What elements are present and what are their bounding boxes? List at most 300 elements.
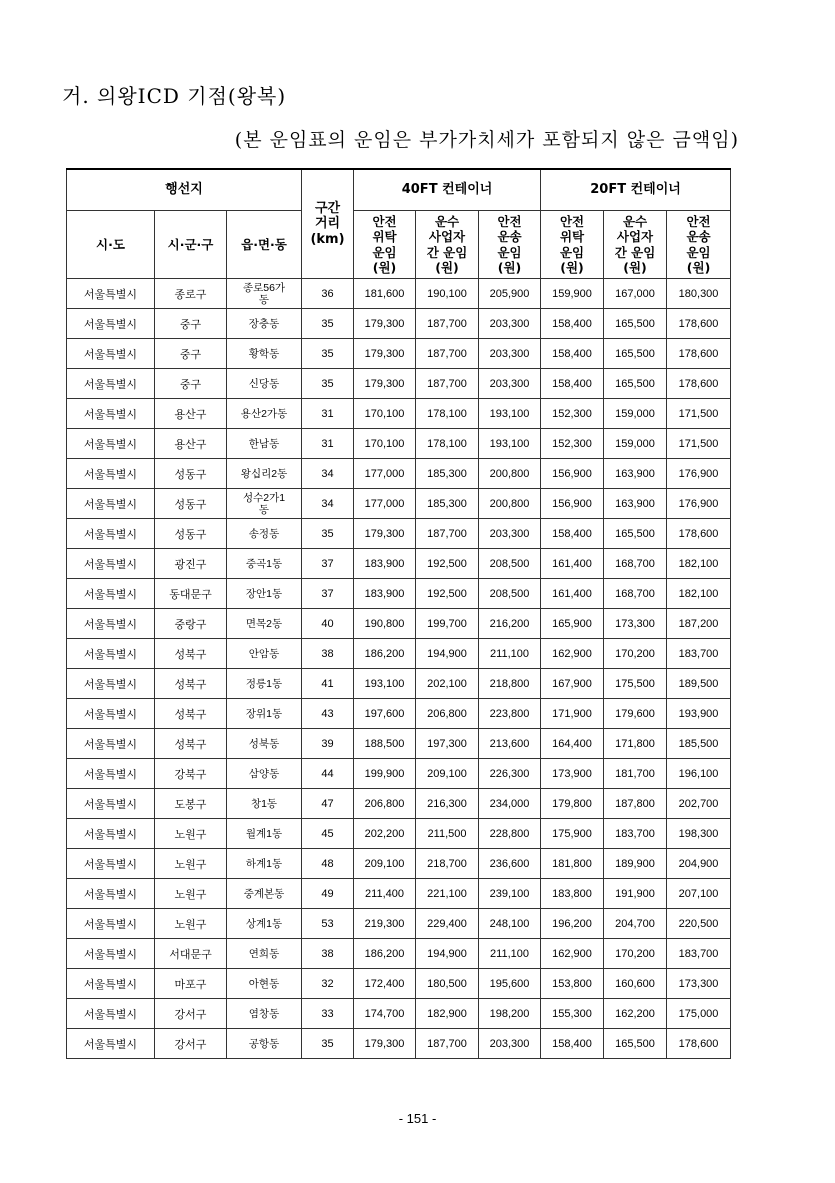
sigungu-cell: 용산구 — [155, 399, 227, 429]
table-row — [67, 609, 731, 639]
ft40-safe-transport-cell: 205,900 — [479, 279, 541, 309]
ft40-safe-consign-cell: 181,600 — [354, 279, 416, 309]
ft20-safe-transport-cell: 178,600 — [667, 369, 731, 399]
ft40-safe-transport-cell: 203,300 — [479, 309, 541, 339]
rate-rows — [67, 279, 731, 1059]
eupmyeondong-cell: 장충동 — [227, 309, 302, 339]
ft40-safe-consign-cell: 186,200 — [354, 639, 416, 669]
sigungu-cell: 강서구 — [155, 999, 227, 1029]
ft20-safe-consign-cell: 181,800 — [541, 849, 604, 879]
ft20-safe-consign-cell: 153,800 — [541, 969, 604, 999]
sigungu-cell: 노원구 — [155, 909, 227, 939]
ft20-between-carriers-cell: 170,200 — [604, 639, 667, 669]
distance-cell: 37 — [302, 549, 354, 579]
ft40-safe-consign-cell: 170,100 — [354, 429, 416, 459]
ft20-safe-transport-cell: 182,100 — [667, 579, 731, 609]
eupmyeondong-cell: 월계1동 — [227, 819, 302, 849]
distance-cell: 48 — [302, 849, 354, 879]
sido-cell: 서울특별시 — [67, 759, 155, 789]
distance-header: 구간 거리 (km) — [302, 169, 354, 279]
ft40-safe-transport-cell: 226,300 — [479, 759, 541, 789]
distance-cell: 33 — [302, 999, 354, 1029]
ft40-safe-transport-cell: 213,600 — [479, 729, 541, 759]
eupmyeondong-cell: 연희동 — [227, 939, 302, 969]
table-row — [67, 849, 731, 879]
ft20-safe-consign-cell: 173,900 — [541, 759, 604, 789]
ft20-between-carriers-cell: 165,500 — [604, 309, 667, 339]
ft40-between-carriers-cell: 197,300 — [416, 729, 479, 759]
ft40-safe-transport-cell: 236,600 — [479, 849, 541, 879]
ft40-safe-transport-cell: 208,500 — [479, 579, 541, 609]
sigungu-cell: 중구 — [155, 339, 227, 369]
ft20-safe-consign-cell: 152,300 — [541, 429, 604, 459]
table-row — [67, 639, 731, 669]
ft20-safe-consign-cell: 156,900 — [541, 489, 604, 519]
sigungu-cell: 강서구 — [155, 1029, 227, 1059]
sigungu-cell: 노원구 — [155, 849, 227, 879]
distance-cell: 32 — [302, 969, 354, 999]
ft40-between-carriers-cell: 178,100 — [416, 429, 479, 459]
ft40-safe-transport-cell: 198,200 — [479, 999, 541, 1029]
distance-cell: 34 — [302, 459, 354, 489]
ft20-safe-consign-cell: 158,400 — [541, 519, 604, 549]
sido-cell: 서울특별시 — [67, 669, 155, 699]
ft40-between-carriers-cell: 187,700 — [416, 519, 479, 549]
ft20-safe-consign-cell: 196,200 — [541, 909, 604, 939]
page-number: - 151 - — [398, 1111, 437, 1126]
distance-cell: 35 — [302, 339, 354, 369]
ft40-header: 40FT 컨테이너 — [354, 169, 541, 211]
ft20-safe-transport-cell: 196,100 — [667, 759, 731, 789]
ft40-between-carriers-cell: 187,700 — [416, 309, 479, 339]
ft40-between-carriers-cell: 206,800 — [416, 699, 479, 729]
ft40-safe-consign-cell: 199,900 — [354, 759, 416, 789]
sido-cell: 서울특별시 — [67, 549, 155, 579]
ft20-between-carriers-cell: 168,700 — [604, 549, 667, 579]
ft40-safe-consign-cell: 179,300 — [354, 339, 416, 369]
ft20-safe-transport-cell: 178,600 — [667, 1029, 731, 1059]
eupmyeondong-cell: 중계본동 — [227, 879, 302, 909]
ft20-between-carriers-cell: 189,900 — [604, 849, 667, 879]
sigungu-cell: 광진구 — [155, 549, 227, 579]
sigungu-cell: 서대문구 — [155, 939, 227, 969]
table-row — [67, 549, 731, 579]
ft20-between-carriers-cell: 159,000 — [604, 429, 667, 459]
ft40-safe-transport-cell: 211,100 — [479, 639, 541, 669]
eupmyeondong-cell: 한남동 — [227, 429, 302, 459]
ft40-safe-consign-cell: 188,500 — [354, 729, 416, 759]
vat-note: (본 운임표의 운임은 부가가치세가 포함되지 않은 금액임) — [234, 129, 739, 151]
ft40-safe-transport-cell: 216,200 — [479, 609, 541, 639]
ft20-safe-transport-cell: 189,500 — [667, 669, 731, 699]
sigungu-cell: 성북구 — [155, 699, 227, 729]
ft20-safe-transport-cell: 204,900 — [667, 849, 731, 879]
distance-cell: 35 — [302, 1029, 354, 1059]
sigungu-header: 시·군·구 — [155, 211, 227, 279]
ft20-safe-transport-cell: 171,500 — [667, 429, 731, 459]
eupmyeondong-cell: 성수2가1 동 — [227, 489, 302, 519]
ft20-safe-consign-cell: 183,800 — [541, 879, 604, 909]
ft40-safe-consign-cell: 186,200 — [354, 939, 416, 969]
eupmyeondong-cell: 왕십리2동 — [227, 459, 302, 489]
eupmyeondong-cell: 황학동 — [227, 339, 302, 369]
sigungu-cell: 성동구 — [155, 459, 227, 489]
ft20-between-carriers-cell: 181,700 — [604, 759, 667, 789]
ft40-safe-transport-header: 안전 운송 운임 (원) — [479, 211, 541, 279]
ft40-between-carriers-cell: 216,300 — [416, 789, 479, 819]
sido-cell: 서울특별시 — [67, 369, 155, 399]
sido-cell: 서울특별시 — [67, 609, 155, 639]
ft40-safe-transport-cell: 239,100 — [479, 879, 541, 909]
ft40-safe-consign-cell: 197,600 — [354, 699, 416, 729]
ft20-between-carriers-cell: 165,500 — [604, 519, 667, 549]
sigungu-cell: 중구 — [155, 369, 227, 399]
ft20-safe-transport-cell: 193,900 — [667, 699, 731, 729]
ft20-safe-consign-cell: 161,400 — [541, 579, 604, 609]
ft20-safe-transport-cell: 207,100 — [667, 879, 731, 909]
eupmyeondong-cell: 창1동 — [227, 789, 302, 819]
table-row — [67, 759, 731, 789]
ft40-between-carriers-cell: 209,100 — [416, 759, 479, 789]
ft20-safe-transport-cell: 178,600 — [667, 339, 731, 369]
table-row — [67, 789, 731, 819]
ft40-between-carriers-cell: 199,700 — [416, 609, 479, 639]
table-row — [67, 1029, 731, 1059]
table-row — [67, 999, 731, 1029]
sigungu-cell: 중구 — [155, 309, 227, 339]
ft40-safe-consign-cell: 209,100 — [354, 849, 416, 879]
ft20-safe-transport-cell: 220,500 — [667, 909, 731, 939]
sido-cell: 서울특별시 — [67, 699, 155, 729]
ft40-safe-consign-cell: 179,300 — [354, 1029, 416, 1059]
ft40-between-carriers-cell: 187,700 — [416, 1029, 479, 1059]
sigungu-cell: 성북구 — [155, 639, 227, 669]
ft40-between-carriers-cell: 194,900 — [416, 639, 479, 669]
ft20-between-carriers-cell: 179,600 — [604, 699, 667, 729]
ft20-safe-transport-cell: 198,300 — [667, 819, 731, 849]
eupmyeondong-cell: 용산2가동 — [227, 399, 302, 429]
ft20-safe-consign-cell: 155,300 — [541, 999, 604, 1029]
distance-cell: 34 — [302, 489, 354, 519]
ft40-between-carriers-cell: 178,100 — [416, 399, 479, 429]
eupmyeondong-cell: 삼양동 — [227, 759, 302, 789]
sido-cell: 서울특별시 — [67, 789, 155, 819]
table-row — [67, 819, 731, 849]
ft20-safe-consign-cell: 161,400 — [541, 549, 604, 579]
ft20-safe-transport-cell: 171,500 — [667, 399, 731, 429]
sigungu-cell: 강북구 — [155, 759, 227, 789]
eupmyeondong-cell: 하계1동 — [227, 849, 302, 879]
sigungu-cell: 노원구 — [155, 819, 227, 849]
distance-cell: 35 — [302, 309, 354, 339]
eupmyeondong-cell: 면목2동 — [227, 609, 302, 639]
ft20-safe-consign-cell: 158,400 — [541, 309, 604, 339]
sigungu-cell: 성동구 — [155, 519, 227, 549]
sigungu-cell: 종로구 — [155, 279, 227, 309]
ft40-safe-transport-cell: 203,300 — [479, 519, 541, 549]
ft20-between-carriers-header: 운수 사업자 간 운임 (원) — [604, 211, 667, 279]
ft20-between-carriers-cell: 171,800 — [604, 729, 667, 759]
ft20-between-carriers-cell: 191,900 — [604, 879, 667, 909]
destination-header: 행선지 — [67, 169, 302, 211]
ft20-safe-transport-cell: 178,600 — [667, 519, 731, 549]
ft40-safe-consign-cell: 183,900 — [354, 549, 416, 579]
ft40-between-carriers-cell: 229,400 — [416, 909, 479, 939]
ft20-safe-transport-cell: 185,500 — [667, 729, 731, 759]
sido-cell: 서울특별시 — [67, 579, 155, 609]
sigungu-cell: 동대문구 — [155, 579, 227, 609]
eupmyeondong-cell: 종로56가 동 — [227, 279, 302, 309]
ft20-safe-consign-cell: 162,900 — [541, 939, 604, 969]
ft40-safe-consign-cell: 177,000 — [354, 459, 416, 489]
ft20-safe-consign-cell: 164,400 — [541, 729, 604, 759]
ft20-safe-transport-cell: 183,700 — [667, 939, 731, 969]
table-row — [67, 669, 731, 699]
sido-cell: 서울특별시 — [67, 969, 155, 999]
section-title: 거. 의왕ICD 기점(왕복) — [62, 84, 287, 108]
ft40-safe-transport-cell: 193,100 — [479, 429, 541, 459]
ft40-between-carriers-cell: 187,700 — [416, 339, 479, 369]
table-row — [67, 369, 731, 399]
ft40-between-carriers-cell: 182,900 — [416, 999, 479, 1029]
ft40-safe-transport-cell: 193,100 — [479, 399, 541, 429]
ft40-safe-transport-cell: 203,300 — [479, 1029, 541, 1059]
sido-cell: 서울특별시 — [67, 489, 155, 519]
freight-rate-table — [66, 168, 731, 1059]
ft40-safe-transport-cell: 200,800 — [479, 489, 541, 519]
table-row — [67, 579, 731, 609]
table-row — [67, 939, 731, 969]
ft40-between-carriers-cell: 192,500 — [416, 549, 479, 579]
distance-cell: 41 — [302, 669, 354, 699]
distance-cell: 44 — [302, 759, 354, 789]
ft40-between-carriers-cell: 192,500 — [416, 579, 479, 609]
sigungu-cell: 노원구 — [155, 879, 227, 909]
ft40-between-carriers-cell: 218,700 — [416, 849, 479, 879]
ft20-safe-consign-cell: 152,300 — [541, 399, 604, 429]
ft40-safe-transport-cell: 248,100 — [479, 909, 541, 939]
ft40-safe-consign-header: 안전 위탁 운임 (원) — [354, 211, 416, 279]
ft20-safe-transport-cell: 187,200 — [667, 609, 731, 639]
ft20-safe-transport-cell: 183,700 — [667, 639, 731, 669]
sigungu-cell: 도봉구 — [155, 789, 227, 819]
ft20-safe-transport-cell: 176,900 — [667, 489, 731, 519]
distance-cell: 37 — [302, 579, 354, 609]
ft20-between-carriers-cell: 163,900 — [604, 459, 667, 489]
sido-cell: 서울특별시 — [67, 459, 155, 489]
ft20-between-carriers-cell: 173,300 — [604, 609, 667, 639]
ft40-safe-consign-cell: 202,200 — [354, 819, 416, 849]
ft20-safe-transport-cell: 175,000 — [667, 999, 731, 1029]
ft20-safe-consign-cell: 175,900 — [541, 819, 604, 849]
ft20-between-carriers-cell: 183,700 — [604, 819, 667, 849]
sido-cell: 서울특별시 — [67, 279, 155, 309]
ft40-between-carriers-cell: 221,100 — [416, 879, 479, 909]
distance-cell: 40 — [302, 609, 354, 639]
ft40-safe-consign-cell: 206,800 — [354, 789, 416, 819]
ft40-safe-consign-cell: 177,000 — [354, 489, 416, 519]
ft40-safe-consign-cell: 174,700 — [354, 999, 416, 1029]
eupmyeondong-cell: 성북동 — [227, 729, 302, 759]
sigungu-cell: 성동구 — [155, 489, 227, 519]
ft20-safe-transport-cell: 176,900 — [667, 459, 731, 489]
eupmyeondong-cell: 아현동 — [227, 969, 302, 999]
distance-cell: 31 — [302, 399, 354, 429]
ft40-safe-transport-cell: 211,100 — [479, 939, 541, 969]
ft40-between-carriers-cell: 185,300 — [416, 459, 479, 489]
distance-cell: 53 — [302, 909, 354, 939]
sigungu-cell: 성북구 — [155, 729, 227, 759]
table-row — [67, 339, 731, 369]
sido-cell: 서울특별시 — [67, 339, 155, 369]
ft40-safe-transport-cell: 228,800 — [479, 819, 541, 849]
ft40-safe-consign-cell: 193,100 — [354, 669, 416, 699]
sido-cell: 서울특별시 — [67, 729, 155, 759]
table-row — [67, 969, 731, 999]
ft20-safe-consign-cell: 171,900 — [541, 699, 604, 729]
table-row — [67, 729, 731, 759]
eupmyeondong-cell: 상계1동 — [227, 909, 302, 939]
ft20-between-carriers-cell: 165,500 — [604, 1029, 667, 1059]
ft40-safe-consign-cell: 190,800 — [354, 609, 416, 639]
eupmyeondong-cell: 안암동 — [227, 639, 302, 669]
ft40-between-carriers-cell: 211,500 — [416, 819, 479, 849]
table-row — [67, 399, 731, 429]
table-row — [67, 309, 731, 339]
ft20-between-carriers-cell: 167,000 — [604, 279, 667, 309]
sido-cell: 서울특별시 — [67, 879, 155, 909]
ft40-between-carriers-cell: 190,100 — [416, 279, 479, 309]
distance-cell: 35 — [302, 519, 354, 549]
sido-cell: 서울특별시 — [67, 519, 155, 549]
eupmyeondong-cell: 중곡1동 — [227, 549, 302, 579]
ft40-between-carriers-cell: 180,500 — [416, 969, 479, 999]
distance-cell: 35 — [302, 369, 354, 399]
table-row — [67, 519, 731, 549]
ft40-safe-transport-cell: 200,800 — [479, 459, 541, 489]
ft20-between-carriers-cell: 175,500 — [604, 669, 667, 699]
ft20-between-carriers-cell: 165,500 — [604, 339, 667, 369]
ft40-between-carriers-cell: 194,900 — [416, 939, 479, 969]
ft20-between-carriers-cell: 163,900 — [604, 489, 667, 519]
ft20-safe-consign-cell: 158,400 — [541, 369, 604, 399]
ft40-safe-consign-cell: 172,400 — [354, 969, 416, 999]
eupmyeondong-cell: 공항동 — [227, 1029, 302, 1059]
table-row — [67, 429, 731, 459]
sido-header: 시·도 — [67, 211, 155, 279]
ft20-safe-consign-cell: 156,900 — [541, 459, 604, 489]
table-row — [67, 699, 731, 729]
sigungu-cell: 중랑구 — [155, 609, 227, 639]
eupmyeondong-cell: 송정동 — [227, 519, 302, 549]
table-row — [67, 879, 731, 909]
distance-cell: 45 — [302, 819, 354, 849]
sido-cell: 서울특별시 — [67, 309, 155, 339]
ft40-safe-transport-cell: 203,300 — [479, 339, 541, 369]
sido-cell: 서울특별시 — [67, 819, 155, 849]
eupmyeondong-cell: 장안1동 — [227, 579, 302, 609]
sido-cell: 서울특별시 — [67, 429, 155, 459]
sido-cell: 서울특별시 — [67, 849, 155, 879]
ft40-safe-consign-cell: 211,400 — [354, 879, 416, 909]
sigungu-cell: 마포구 — [155, 969, 227, 999]
table-row — [67, 909, 731, 939]
ft40-safe-consign-cell: 170,100 — [354, 399, 416, 429]
distance-cell: 31 — [302, 429, 354, 459]
ft20-safe-transport-cell: 202,700 — [667, 789, 731, 819]
ft40-safe-consign-cell: 179,300 — [354, 519, 416, 549]
ft20-safe-consign-cell: 167,900 — [541, 669, 604, 699]
ft40-safe-transport-cell: 223,800 — [479, 699, 541, 729]
ft20-safe-transport-header: 안전 운송 운임 (원) — [667, 211, 731, 279]
sido-cell: 서울특별시 — [67, 999, 155, 1029]
ft40-safe-transport-cell: 195,600 — [479, 969, 541, 999]
ft40-safe-consign-cell: 179,300 — [354, 309, 416, 339]
distance-cell: 38 — [302, 639, 354, 669]
ft40-between-carriers-cell: 187,700 — [416, 369, 479, 399]
ft20-safe-consign-cell: 162,900 — [541, 639, 604, 669]
distance-cell: 38 — [302, 939, 354, 969]
ft20-safe-transport-cell: 182,100 — [667, 549, 731, 579]
distance-cell: 47 — [302, 789, 354, 819]
ft20-between-carriers-cell: 187,800 — [604, 789, 667, 819]
sido-cell: 서울특별시 — [67, 399, 155, 429]
ft40-safe-transport-cell: 234,000 — [479, 789, 541, 819]
ft40-safe-consign-cell: 183,900 — [354, 579, 416, 609]
distance-cell: 39 — [302, 729, 354, 759]
ft20-safe-consign-cell: 158,400 — [541, 339, 604, 369]
ft40-safe-consign-cell: 219,300 — [354, 909, 416, 939]
sigungu-cell: 성북구 — [155, 669, 227, 699]
ft20-safe-consign-cell: 179,800 — [541, 789, 604, 819]
distance-cell: 43 — [302, 699, 354, 729]
eupmyeondong-cell: 염창동 — [227, 999, 302, 1029]
ft20-between-carriers-cell: 204,700 — [604, 909, 667, 939]
ft20-between-carriers-cell: 168,700 — [604, 579, 667, 609]
sigungu-cell: 용산구 — [155, 429, 227, 459]
ft40-safe-transport-cell: 218,800 — [479, 669, 541, 699]
ft20-between-carriers-cell: 159,000 — [604, 399, 667, 429]
table-row — [67, 459, 731, 489]
distance-cell: 36 — [302, 279, 354, 309]
ft20-safe-consign-cell: 158,400 — [541, 1029, 604, 1059]
eupmyeondong-cell: 장위1동 — [227, 699, 302, 729]
ft40-safe-consign-cell: 179,300 — [354, 369, 416, 399]
ft20-header: 20FT 컨테이너 — [541, 169, 731, 211]
sido-cell: 서울특별시 — [67, 1029, 155, 1059]
eupmyeondong-cell: 정릉1동 — [227, 669, 302, 699]
ft20-safe-consign-header: 안전 위탁 운임 (원) — [541, 211, 604, 279]
ft20-between-carriers-cell: 170,200 — [604, 939, 667, 969]
distance-cell: 49 — [302, 879, 354, 909]
ft40-between-carriers-cell: 185,300 — [416, 489, 479, 519]
ft20-between-carriers-cell: 162,200 — [604, 999, 667, 1029]
ft20-between-carriers-cell: 160,600 — [604, 969, 667, 999]
sido-cell: 서울특별시 — [67, 639, 155, 669]
ft40-between-carriers-header: 운수 사업자 간 운임 (원) — [416, 211, 479, 279]
ft20-between-carriers-cell: 165,500 — [604, 369, 667, 399]
ft20-safe-transport-cell: 178,600 — [667, 309, 731, 339]
ft20-safe-consign-cell: 159,900 — [541, 279, 604, 309]
ft20-safe-transport-cell: 173,300 — [667, 969, 731, 999]
ft40-safe-transport-cell: 203,300 — [479, 369, 541, 399]
table-row — [67, 489, 731, 519]
eupmyeondong-cell: 신당동 — [227, 369, 302, 399]
sido-cell: 서울특별시 — [67, 939, 155, 969]
ft20-safe-consign-cell: 165,900 — [541, 609, 604, 639]
table-row — [67, 279, 731, 309]
sido-cell: 서울특별시 — [67, 909, 155, 939]
